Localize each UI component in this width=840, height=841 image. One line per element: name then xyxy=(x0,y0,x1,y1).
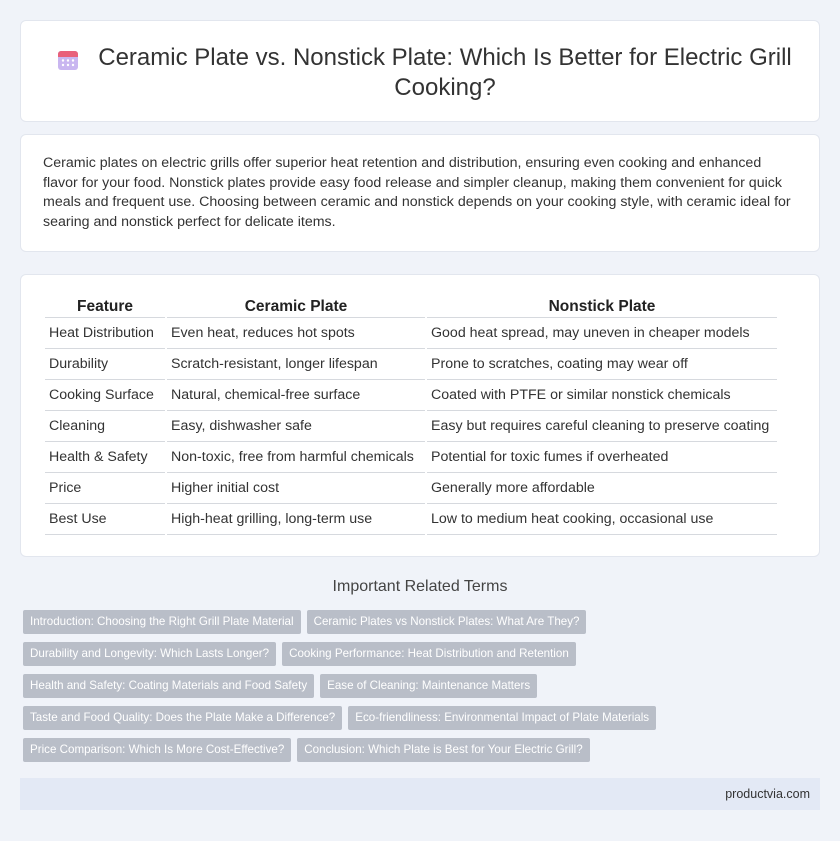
comparison-table xyxy=(43,296,779,535)
feature-cell: Heat Distribution xyxy=(45,318,165,349)
feature-cell: Best Use xyxy=(45,504,165,535)
ceramic-cell: Scratch-resistant, longer lifespan xyxy=(167,349,425,380)
feature-cell: Cleaning xyxy=(45,411,165,442)
table-row xyxy=(45,318,777,349)
title-card xyxy=(20,20,820,122)
related-term-tag[interactable]: Introduction: Choosing the Right Grill Plate Material xyxy=(23,610,301,634)
ceramic-cell: High-heat grilling, long-term use xyxy=(167,504,425,535)
feature-cell: Price xyxy=(45,473,165,504)
column-header-ceramic: Ceramic Plate xyxy=(167,296,425,318)
nonstick-cell: Easy but requires careful cleaning to preserve coating xyxy=(427,411,777,442)
nonstick-cell: Potential for toxic fumes if overheated xyxy=(427,442,777,473)
nonstick-cell: Generally more affordable xyxy=(427,473,777,504)
related-term-tag[interactable]: Conclusion: Which Plate is Best for Your Electric Grill? xyxy=(297,738,589,762)
related-term-tag[interactable]: Ease of Cleaning: Maintenance Matters xyxy=(320,674,537,698)
table-row xyxy=(45,504,777,535)
related-term-tag[interactable]: Taste and Food Quality: Does the Plate Make a Difference? xyxy=(23,706,342,730)
nonstick-cell: Coated with PTFE or similar nonstick chemicals xyxy=(427,380,777,411)
calendar-icon xyxy=(56,48,80,72)
comparison-table-card xyxy=(20,274,820,557)
table-header-row xyxy=(45,296,777,318)
related-term-tag[interactable]: Price Comparison: Which Is More Cost-Effective? xyxy=(23,738,291,762)
ceramic-cell: Higher initial cost xyxy=(167,473,425,504)
table-row xyxy=(45,473,777,504)
related-term-tag[interactable]: Cooking Performance: Heat Distribution and Retention xyxy=(282,642,576,666)
column-header-nonstick: Nonstick Plate xyxy=(427,296,777,318)
nonstick-cell: Low to medium heat cooking, occasional use xyxy=(427,504,777,535)
intro-card xyxy=(20,134,820,252)
table-row xyxy=(45,349,777,380)
feature-cell: Cooking Surface xyxy=(45,380,165,411)
table-row xyxy=(45,442,777,473)
table-row xyxy=(45,411,777,442)
feature-cell: Durability xyxy=(45,349,165,380)
related-terms-list xyxy=(23,610,723,762)
ceramic-cell: Easy, dishwasher safe xyxy=(167,411,425,442)
ceramic-cell: Even heat, reduces hot spots xyxy=(167,318,425,349)
nonstick-cell: Good heat spread, may uneven in cheaper models xyxy=(427,318,777,349)
footer xyxy=(20,778,820,810)
page-title: Ceramic Plate vs. Nonstick Plate: Which Is Better for Electric Grill Cooking? xyxy=(98,44,792,101)
ceramic-cell: Non-toxic, free from harmful chemicals xyxy=(167,442,425,473)
related-terms-heading: Important Related Terms xyxy=(332,578,508,595)
related-term-tag[interactable]: Eco-friendliness: Environmental Impact of Plate Materials xyxy=(348,706,656,730)
footer-site-link[interactable]: productvia.com xyxy=(725,787,810,801)
column-header-feature: Feature xyxy=(45,296,165,318)
related-term-tag[interactable]: Durability and Longevity: Which Lasts Longer? xyxy=(23,642,276,666)
nonstick-cell: Prone to scratches, coating may wear off xyxy=(427,349,777,380)
related-term-tag[interactable]: Ceramic Plates vs Nonstick Plates: What Are They? xyxy=(307,610,587,634)
table-row xyxy=(45,380,777,411)
intro-paragraph: Ceramic plates on electric grills offer superior heat retention and distribution, ensuring even cooking and enhanced flavor for your food. Nonstick plates provide easy food release and simpler cleanup, making them convenient for quick meals and frequent use. Choosing between ceramic and nonstick depends on your cooking style, with ceramic ideal for searing and nonstick perfect for delicate items. xyxy=(43,155,791,230)
ceramic-cell: Natural, chemical-free surface xyxy=(167,380,425,411)
related-term-tag[interactable]: Health and Safety: Coating Materials and Food Safety xyxy=(23,674,314,698)
feature-cell: Health & Safety xyxy=(45,442,165,473)
